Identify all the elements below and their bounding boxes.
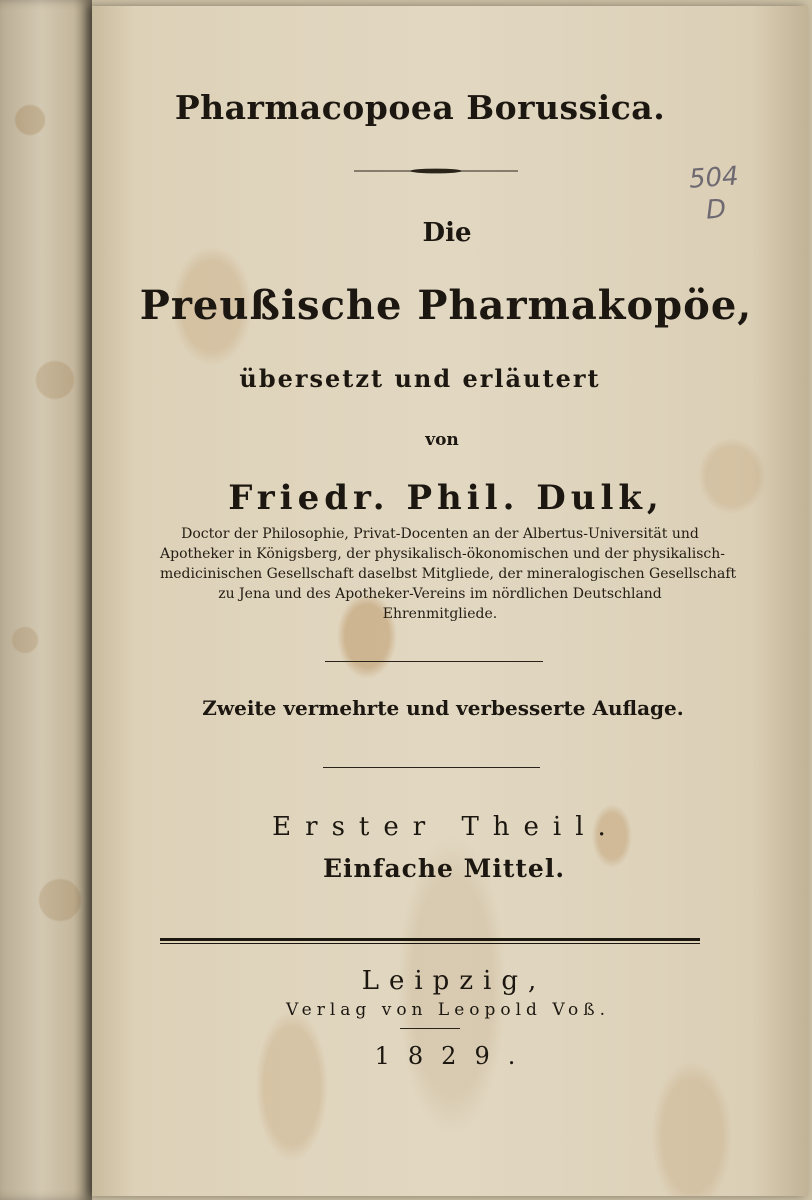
by-line: von bbox=[425, 430, 459, 450]
subtitle-line: Einfache Mittel. bbox=[322, 854, 566, 883]
author-credentials bbox=[160, 524, 737, 624]
credentials-line-4: zu Jena und des Apotheker-Vereins im nördlichen Deutschland bbox=[218, 586, 662, 602]
divider-rule bbox=[323, 767, 540, 768]
handnote-line-1: 504 bbox=[688, 161, 740, 195]
imprint-publisher: Verlag von Leopold Voß. bbox=[285, 1000, 611, 1020]
imprint-year: 1829. bbox=[374, 1042, 534, 1070]
short-divider-rule bbox=[400, 1028, 460, 1029]
credentials-line-2: Apotheker in Königsberg, der physikalisch-ökonomischen und der physikalisch- bbox=[160, 546, 726, 562]
divider-rule bbox=[325, 661, 543, 662]
thick-divider-rule bbox=[160, 938, 700, 944]
credentials-line-1: Doctor der Philosophie, Privat-Docenten an der Albertus-Universität und bbox=[181, 526, 699, 542]
handnote-line-2: D bbox=[705, 194, 728, 226]
book-spine bbox=[0, 0, 92, 1200]
author-name: Friedr. Phil. Dulk, bbox=[228, 478, 664, 518]
ornament-divider bbox=[354, 167, 518, 175]
latin-title: Pharmacopoea Borussica. bbox=[174, 88, 666, 127]
article-die: Die bbox=[422, 218, 472, 248]
part-line: Erster Theil. bbox=[272, 812, 620, 842]
translated-line: übersetzt und erläutert bbox=[239, 364, 601, 393]
edition-line: Zweite vermehrte und verbesserte Auflage. bbox=[202, 696, 684, 720]
credentials-line-3: medicinischen Gesellschaft daselbst Mitgliede, der mineralogischen Gesellschaft bbox=[160, 566, 737, 582]
title-page bbox=[92, 6, 808, 1196]
credentials-line-5: Ehrenmitgliede. bbox=[382, 606, 498, 622]
imprint-city: Leipzig, bbox=[361, 966, 547, 996]
main-title: Preußische Pharmakopöe, bbox=[139, 282, 753, 329]
